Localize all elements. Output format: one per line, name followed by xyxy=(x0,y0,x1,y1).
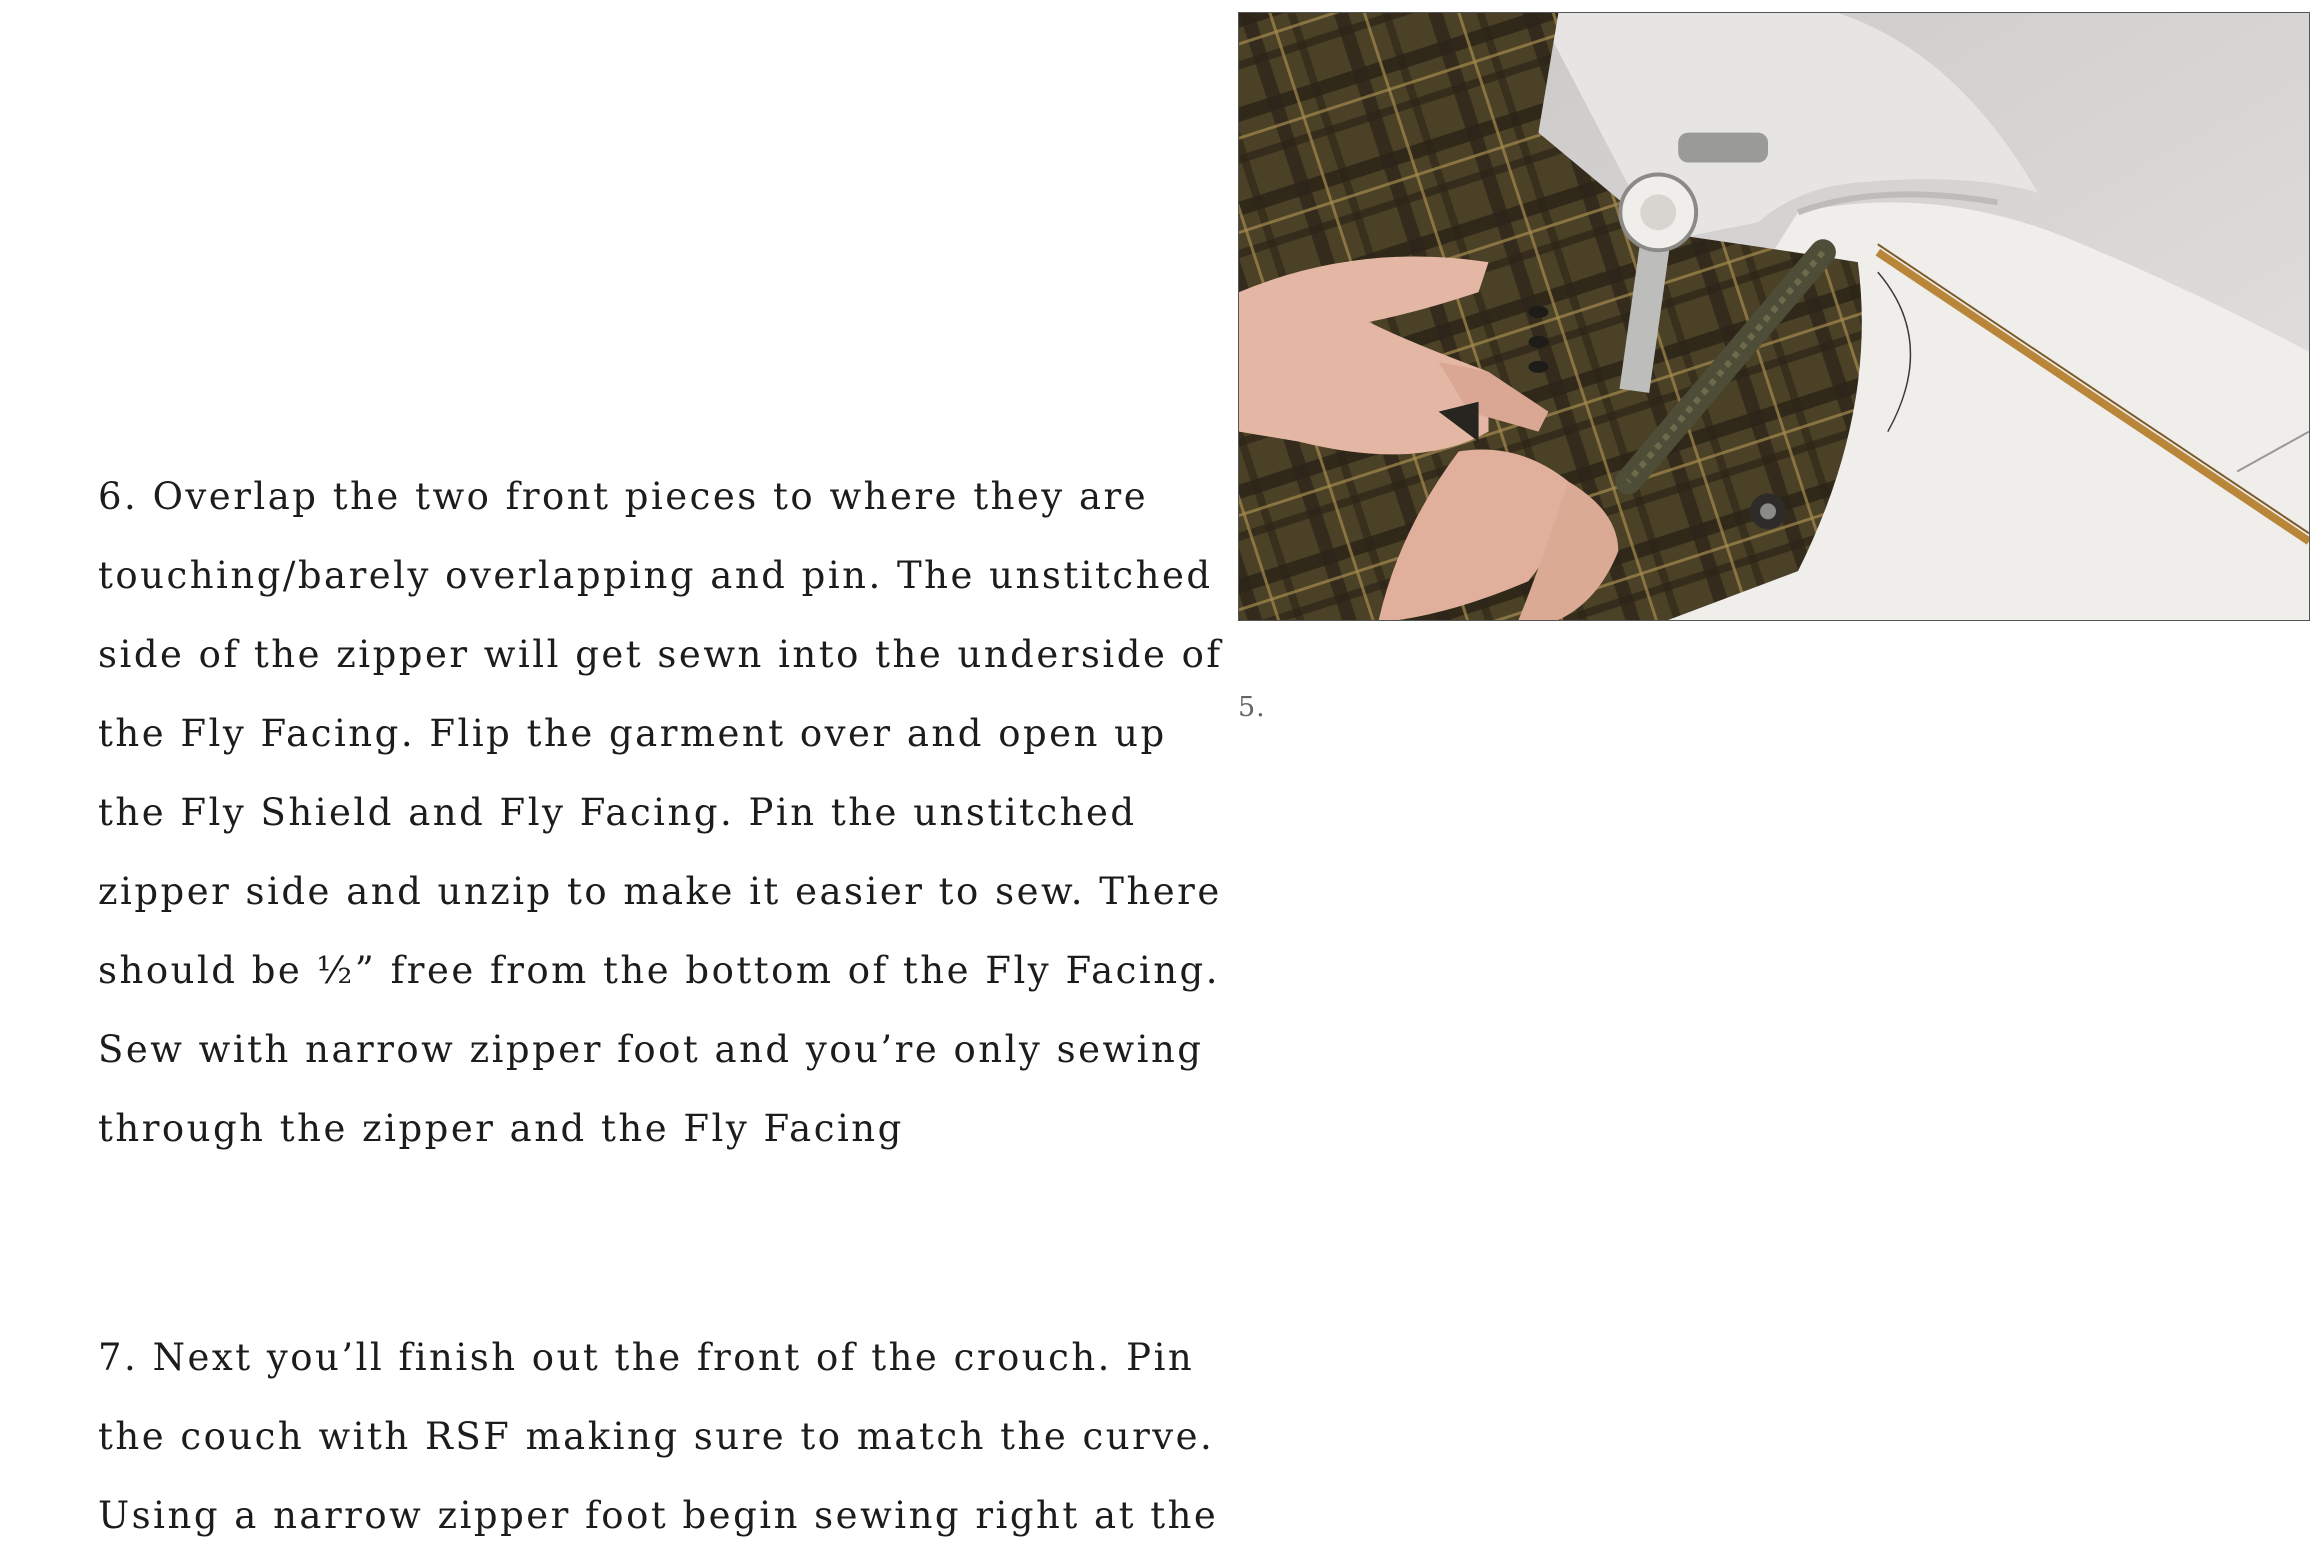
sewing-machine-illustration xyxy=(1239,13,2309,620)
step-6-paragraph: 6. Overlap the two front pieces to where they are touching/barely overlapping and pin. The unstitched side of the zipper will get sewn into the underside of the Fly Facing. Flip the garment over and open up the Fly Shield and Fly Facing. Pin the unstitched zipper side and unzip to make it easier to sew. There should be ½” free from the bottom of the Fly Facing. Sew with narrow zipper foot and you’re only sewing through the zipper and the Fly Facing xyxy=(98,475,1223,1150)
step-7-paragraph: 7. Next you’ll finish out the front of the crouch. Pin the couch with RSF making sure to match the curve. Using a narrow zipper foot begin sewing right at the xyxy=(98,1336,1219,1537)
sewing-photo xyxy=(1238,12,2310,621)
figure-caption: 5. xyxy=(1238,692,1266,723)
